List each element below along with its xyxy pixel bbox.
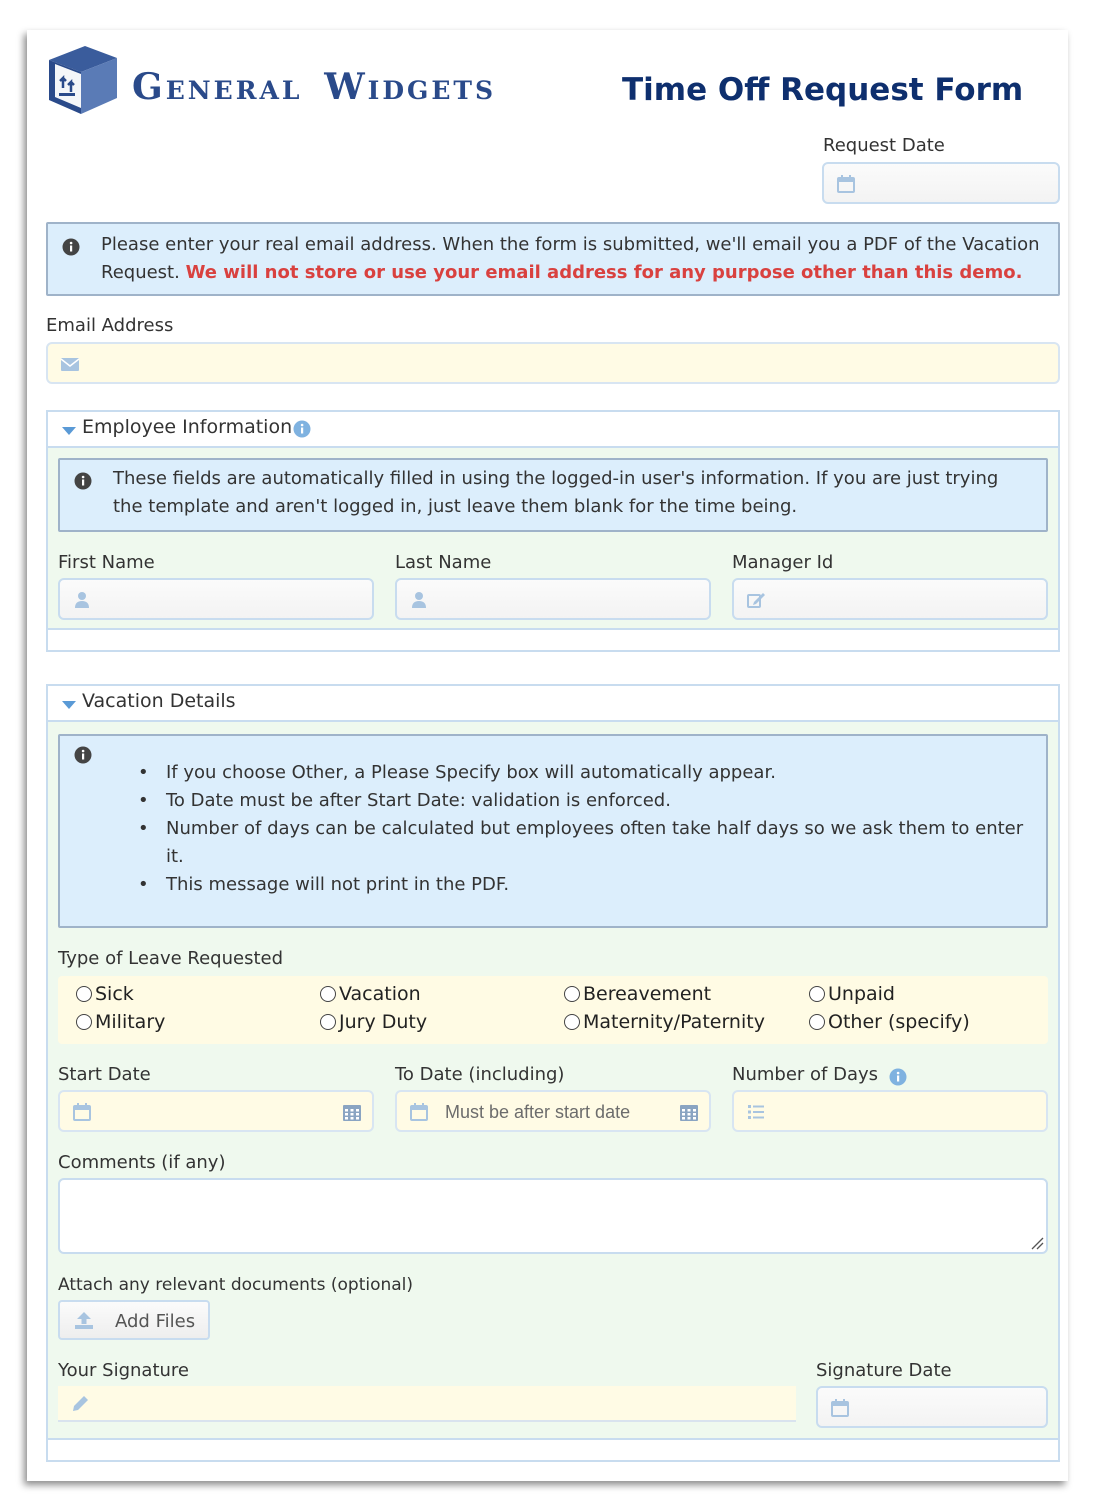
radio-maternity-paternity[interactable]: Maternity/Paternity — [564, 1011, 765, 1033]
num-days-label: Number of Days — [732, 1064, 878, 1085]
employee-info-section — [46, 410, 1060, 652]
company-logo-text: GENERAL WIDGETS — [132, 66, 497, 108]
radio-unpaid[interactable]: Unpaid — [809, 983, 895, 1005]
to-date-input[interactable] — [395, 1090, 711, 1132]
vacation-details-footer — [48, 1438, 1058, 1460]
add-files-button[interactable]: Add Files — [58, 1300, 210, 1340]
employee-info-footer — [48, 628, 1058, 650]
employee-notice-text: These fields are automatically filled in using the logged-in user's information. If you are just trying the template and aren't logged in, just leave them blank for the time being. — [113, 468, 999, 517]
comments-label: Comments (if any) — [58, 1152, 226, 1173]
attach-label: Attach any relevant documents (optional) — [58, 1275, 414, 1295]
employee-notice — [58, 458, 1048, 532]
calendar-icon — [72, 1102, 92, 1122]
list-item: • If you choose Other, a Please Specify box will automatically appear. — [138, 759, 1028, 787]
radio-jury-duty[interactable]: Jury Duty — [320, 1011, 427, 1033]
radio-sick[interactable]: Sick — [76, 983, 134, 1005]
signature-date-label: Signature Date — [816, 1360, 952, 1381]
radio-bereavement[interactable]: Bereavement — [564, 983, 711, 1005]
info-icon — [74, 472, 92, 490]
edit-icon — [746, 590, 766, 610]
info-icon — [62, 238, 80, 256]
vacation-details-header[interactable] — [48, 686, 1058, 722]
start-date-input[interactable] — [58, 1090, 374, 1132]
signature-date-input[interactable] — [816, 1386, 1048, 1428]
email-notice-warning: We will not store or use your email address for any purpose other than this demo. — [185, 262, 1023, 283]
start-date-label: Start Date — [58, 1064, 151, 1085]
num-days-input[interactable] — [732, 1090, 1048, 1132]
vacation-details-section — [46, 684, 1060, 1462]
last-name-input[interactable] — [395, 578, 711, 620]
list-item: • Number of days can be calculated but employees often take half days so we ask them to enter it. — [138, 815, 1028, 871]
email-input[interactable] — [46, 342, 1060, 384]
manager-id-label: Manager Id — [732, 552, 834, 573]
to-date-label: To Date (including) — [395, 1064, 565, 1085]
to-date-placeholder: Must be after start date — [445, 1102, 631, 1122]
email-notice-text: Please enter your real email address. When the form is submitted, we'll email you a PDF of the Vacation Request. — [101, 234, 1040, 283]
leave-type-label: Type of Leave Requested — [58, 948, 284, 969]
list-item: • This message will not print in the PDF. — [138, 871, 1028, 899]
first-name-label: First Name — [58, 552, 155, 573]
first-name-input[interactable] — [58, 578, 374, 620]
calendar-icon — [836, 174, 856, 194]
info-icon[interactable] — [889, 1068, 907, 1086]
employee-info-title: Employee Information — [82, 416, 293, 438]
user-icon — [72, 590, 92, 610]
employee-info-header[interactable] — [48, 412, 1058, 448]
collapse-triangle-icon — [62, 700, 76, 710]
radio-other[interactable]: Other (specify) — [809, 1011, 970, 1033]
radio-military[interactable]: Military — [76, 1011, 165, 1033]
list-icon — [746, 1102, 766, 1122]
request-date-input[interactable] — [822, 162, 1060, 204]
email-notice — [46, 222, 1060, 296]
vacation-details-title: Vacation Details — [82, 690, 236, 712]
calendar-picker-icon[interactable] — [342, 1102, 362, 1122]
vacation-notice-list — [138, 759, 1028, 899]
calendar-picker-icon[interactable] — [679, 1102, 699, 1122]
resize-handle-icon[interactable] — [1030, 1236, 1044, 1250]
comments-textarea[interactable] — [58, 1178, 1048, 1254]
vacation-notice — [58, 734, 1048, 928]
radio-vacation[interactable]: Vacation — [320, 983, 421, 1005]
list-item: • To Date must be after Start Date: validation is enforced. — [138, 787, 1028, 815]
pencil-icon — [70, 1394, 90, 1414]
signature-label: Your Signature — [58, 1360, 189, 1381]
request-date-label: Request Date — [823, 135, 945, 156]
upload-icon — [74, 1312, 94, 1330]
info-icon — [74, 746, 92, 764]
signature-input[interactable] — [58, 1386, 796, 1422]
calendar-icon — [830, 1398, 850, 1418]
calendar-icon — [409, 1102, 429, 1122]
manager-id-input[interactable] — [732, 578, 1048, 620]
box-logo-icon — [45, 42, 121, 116]
form-title: Time Off Request Form — [622, 72, 1024, 108]
collapse-triangle-icon — [62, 426, 76, 436]
last-name-label: Last Name — [395, 552, 492, 573]
email-label: Email Address — [46, 315, 174, 336]
envelope-icon — [60, 354, 80, 374]
info-icon[interactable] — [293, 420, 311, 438]
leave-type-radio-group — [58, 976, 1048, 1044]
user-icon — [409, 590, 429, 610]
form-page — [27, 30, 1068, 1481]
